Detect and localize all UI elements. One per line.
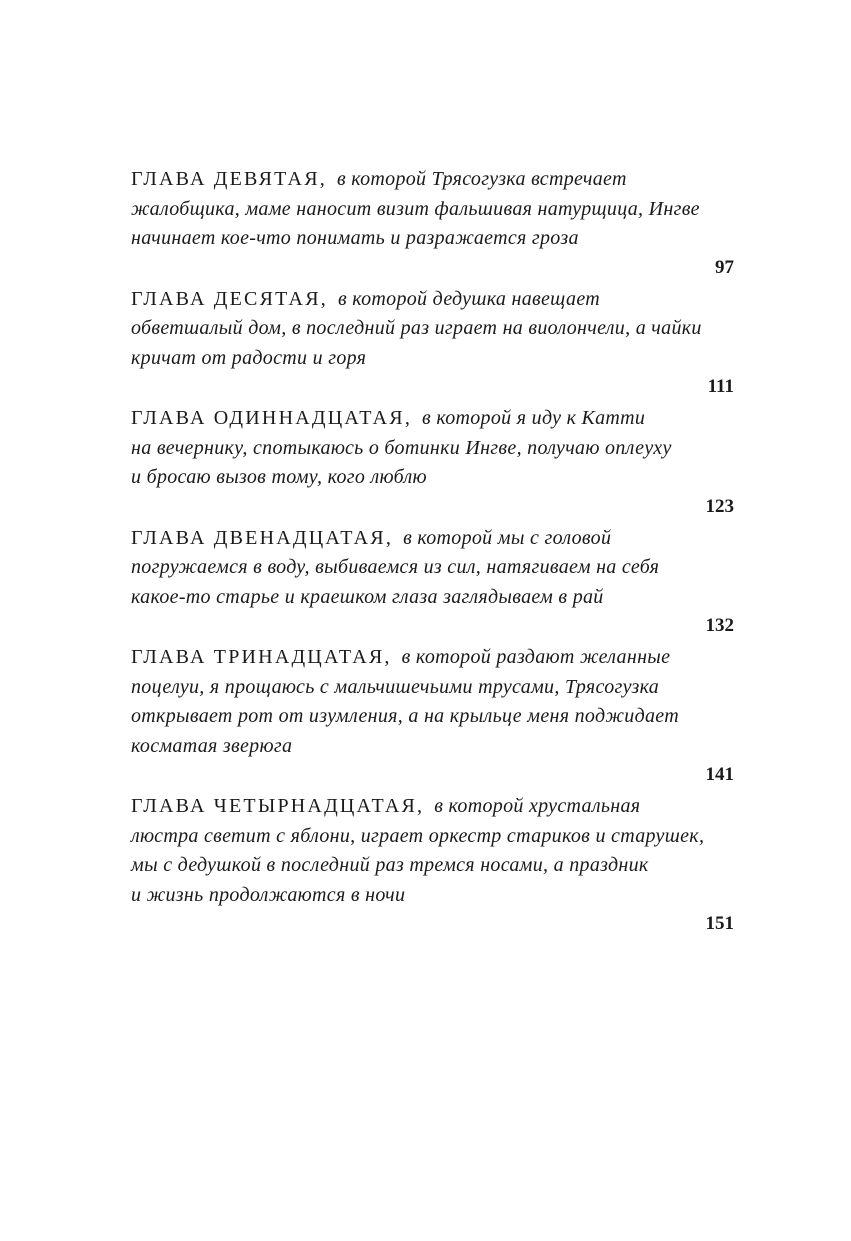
page-number: 132 (705, 615, 734, 636)
chapter-description: какое-то старье и краешком глаза заглядываем в рай (131, 585, 604, 608)
toc-entry-first-line (131, 404, 734, 434)
chapter-description: на вечернику, спотыкаюсь о ботинки Ингве, получаю оплеуху (131, 436, 672, 459)
chapter-description: в которой мы с головой (403, 526, 612, 549)
chapter-description: и бросаю вызов тому, кого люблю (131, 466, 427, 488)
toc-entry-first-line (131, 524, 734, 554)
toc-entry-first-line (131, 165, 734, 195)
chapter-description: в которой я иду к Катти (422, 407, 646, 429)
toc-entry (131, 404, 734, 518)
chapter-description: жалобщика, маме наносит визит фальшивая натурщица, Ингве (131, 197, 700, 220)
toc-entry-text (131, 524, 734, 613)
chapter-description: люстра светит с яблони, играет оркестр стариков и старушек, (131, 824, 705, 847)
chapter-description: мы с дедушкой в последний раз тремся носами, а праздник (131, 854, 649, 876)
chapter-description: и жизнь продолжаются в ночи (131, 883, 406, 906)
chapter-title: ГЛАВА ОДИННАДЦАТАЯ, (131, 407, 413, 429)
chapter-title: ГЛАВА ДЕСЯТАЯ, (131, 287, 328, 310)
toc-entry-text (131, 792, 734, 910)
toc-entry-text (131, 165, 734, 254)
toc-entry-first-line (131, 792, 734, 822)
toc-entry-text (131, 404, 734, 493)
toc-entry-text (131, 285, 734, 374)
page-number: 97 (715, 256, 734, 278)
chapter-title: ГЛАВА ДВЕНАДЦАТАЯ, (131, 526, 394, 549)
toc-entry-first-line (131, 285, 734, 315)
toc-entry (131, 165, 734, 279)
chapter-title: ГЛАВА ЧЕТЫРНАДЦАТАЯ, (131, 795, 425, 817)
chapter-description: обветшалый дом, в последний раз играет на виолончели, а чайки (131, 317, 702, 339)
chapter-description: открывает рот от изумления, а на крыльце меня поджидает (131, 705, 679, 727)
table-of-contents (131, 165, 734, 941)
chapter-description: косматая зверюга (131, 734, 293, 757)
toc-entry (131, 285, 734, 399)
page-number: 123 (705, 495, 734, 517)
page-number: 141 (705, 764, 734, 785)
chapter-description: в которой хрустальная (434, 795, 641, 817)
chapter-title: ГЛАВА ДЕВЯТАЯ, (131, 168, 327, 190)
chapter-description: поцелуи, я прощаюсь с мальчишечьими трусами, Трясогузка (131, 675, 660, 698)
chapter-description: в которой дедушка навещает (337, 287, 601, 310)
toc-entry (131, 792, 734, 935)
page-number: 111 (707, 376, 734, 397)
page-number: 151 (705, 913, 734, 934)
toc-entry (131, 643, 734, 786)
toc-entry-text (131, 643, 734, 761)
chapter-description: в которой раздают желанные (401, 646, 671, 668)
chapter-description: кричат от радости и горя (131, 346, 367, 369)
chapter-description: погружаемся в воду, выбиваемся из сил, натягиваем на себя (131, 556, 660, 578)
chapter-description: начинает кое-что понимать и разражается гроза (131, 227, 579, 249)
chapter-title: ГЛАВА ТРИНАДЦАТАЯ, (131, 646, 392, 668)
toc-entry (131, 524, 734, 638)
toc-entry-first-line (131, 643, 734, 673)
chapter-description: в которой Трясогузка встречает (336, 168, 627, 190)
